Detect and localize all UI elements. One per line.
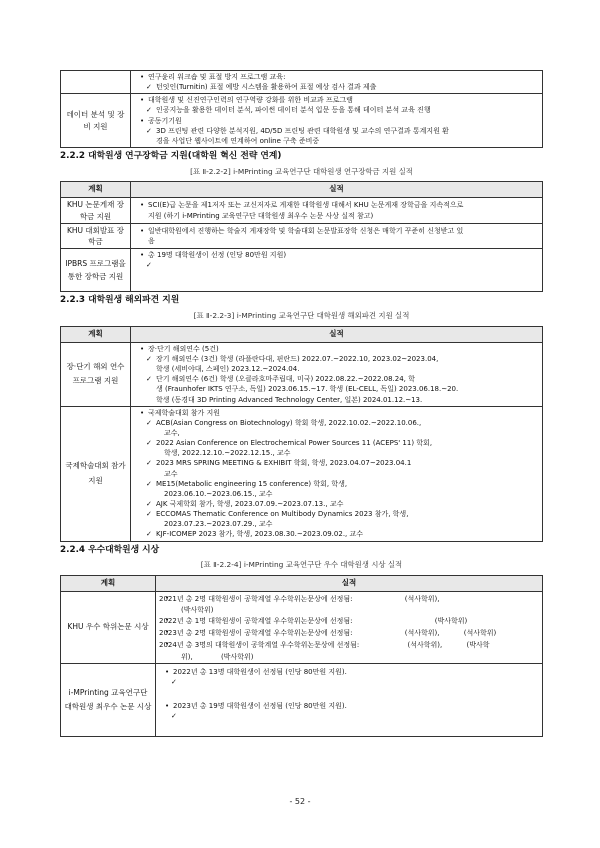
table-cell [131, 223, 543, 249]
award-degree: (석사학위) [463, 629, 497, 638]
list-item [159, 593, 539, 605]
list-item: • 총 19명 대학원생이 선정 (인당 80만원 지원) [134, 250, 539, 260]
table-caption: [표 Ⅱ-2.2-4] i-MPrinting 교육연구단 우수 대학원생 시상 실적 [200, 560, 403, 570]
table-cell [131, 342, 543, 406]
award-degree: (석사학위), [404, 629, 440, 638]
award-degree: (박사학 [466, 641, 490, 650]
list-item: • SCI(E)급 논문을 제1저자 또는 교신저자로 게재한 대학원생 대해서 KHU 논문게재 장학금을 지속적으로 [134, 200, 539, 210]
award-text: 2022년 총 1명 대학원생이 공학계열 우수학위논문상에 선정됨: [159, 617, 353, 626]
award-degree: (박사학위) [220, 652, 254, 661]
check-item: ✓ ME15(Metabolic engineering 15 conference) 학회, 학생, [134, 479, 539, 489]
check-item: ✓ ACB(Asian Congress on Biotechnology) 학회 학생, 2022.10.02.~2022.10.06., [134, 418, 539, 428]
list-item-cont: 지원 (하기 i-MPrinting 교육연구단 대학원생 최우수 논문 사상 실적 참고) [148, 211, 374, 220]
check-item-cont: 2023.06.10.~2023.06.15., 교수 [164, 489, 273, 498]
section-heading: 2.2.2 대학원생 연구장학금 지원(대학원 혁신 전략 연계) [60, 150, 282, 161]
check-item: ✓ ECCOMAS Thematic Conference on Multibody Dynamics 2023 참가, 학생, [134, 509, 539, 519]
header-result: 실적 [156, 576, 543, 592]
list-item: • 장·단기 해외연수 (5건) [134, 344, 539, 354]
check-item-cont: 학생 (세비야대, 스페인) 2023.12.~2024.04. [156, 365, 300, 374]
check-item: ✓ 장기 해외연수 (3건) 학생 (라플란다대, 핀란드) 2022.07.~2022.10, 2023.02~2023.04, [134, 354, 539, 364]
support-table-continued [60, 70, 543, 148]
table-row [61, 71, 543, 94]
list-item-cont [159, 652, 539, 662]
list-item: • 연구윤리 워크숍 및 표절 방지 프로그램 교육: [134, 72, 539, 82]
check-item-empty [159, 677, 539, 701]
page-number: - 52 - [289, 797, 311, 806]
award-degree: (박사학위) [434, 617, 468, 626]
table-row [61, 342, 543, 406]
table-cell-empty [61, 71, 131, 94]
check-item: ✓ AJK 국제학회 참가, 학생, 2023.07.09.~2023.07.13., 교수 [134, 499, 539, 509]
table-caption: [표 Ⅱ-2.2-2] i-MPrinting 교육연구단 대학원생 연구장학금 지원 실적 [190, 166, 413, 176]
section-heading: 2.2.3 대학원생 해외파견 지원 [60, 295, 180, 306]
list-item [159, 639, 539, 651]
table-cell [131, 406, 543, 541]
list-item-cont: 음 [148, 237, 155, 246]
table-cell [131, 71, 543, 94]
table-row [61, 198, 543, 224]
table-cell [156, 663, 543, 736]
header-result: 실적 [131, 182, 543, 198]
check-item-cont: 학생 (동경대 3D Printing Advanced Technology Center, 일본) 2024.01.12.~13. [156, 395, 423, 404]
list-item: • 일반대학원에서 진행하는 학술지 게재장학 및 학술대회 논문발표장학 신청은 매학기 꾸준히 신청받고 있 [134, 226, 539, 236]
award-table [60, 575, 543, 737]
row-label: 국제학술대회 참가 지원 [61, 406, 131, 541]
list-item: • 2023년 총 19명 대학원생이 선정됨 (인당 80만원 지원). [159, 701, 539, 711]
table-row [61, 406, 543, 541]
check-item: ✓ 2023 MRS SPRING MEETING & EXHIBIT 학회, 학생, 2023.04.07~2023.04.1 [134, 458, 539, 468]
table-header-row [61, 326, 543, 342]
scholarship-table [60, 181, 543, 292]
award-degree: 위), [181, 652, 193, 661]
check-item-cont: 생 (Fraunhofer IKTS 연구소, 독일) 2023.06.15.~17. 학생 (EL-CELL, 독일) 2023.06.18.~20. [156, 385, 459, 394]
table-cell [131, 94, 543, 148]
check-item: ✓ 인공지능을 활용한 데이터 분석, 파이썬 데이터 분석 입문 등을 통해 데이터 분석 교육 진행 [134, 105, 539, 115]
header-plan: 계획 [61, 326, 131, 342]
row-label: IPBRS 프로그램을 통한 장학금 지원 [61, 249, 131, 292]
table-header-row [61, 576, 543, 592]
header-result: 실적 [131, 326, 543, 342]
award-text: 2024년 총 3명의 대학원생이 공학계열 우수학위논문상에 선정됨: [159, 641, 360, 650]
check-item-empty [159, 711, 539, 735]
table-caption: [표 Ⅱ-2.2-3] i-MPrinting 교육연구단 대학원생 해외파견 지원 실적 [193, 311, 410, 321]
award-text: 2021년 총 2명 대학원생이 공학계열 우수학위논문상에 선정됨: [159, 594, 353, 603]
table-cell [156, 591, 543, 663]
document-page [60, 70, 543, 737]
check-item: ✓ 단기 해외연수 (6건) 학생 (오클라호마주립대, 미국) 2022.08.22.~2022.08.24, 학 [134, 374, 539, 384]
row-label: 데이터 분석 및 장비 지원 [61, 94, 131, 148]
table-header-row [61, 182, 543, 198]
check-item: ✓ 3D 프린팅 관련 다양한 분석지원, 4D/5D 프린팅 관련 대학원생 및 교수의 연구결과 통계지원 환 [134, 126, 539, 136]
header-plan: 계획 [61, 576, 156, 592]
row-label: 장·단기 해외 연수 프로그램 지원 [61, 342, 131, 406]
check-item-cont: 교수 [164, 469, 178, 478]
award-degree: (석사학위), [404, 594, 440, 603]
check-item: ✓ 턴잇인(Turnitin) 표절 예방 시스템을 활용하여 표절 예상 검사 결과 제출 [134, 82, 539, 92]
check-item-cont: 학생, 2022.12.10.~2022.12.15., 교수 [164, 449, 291, 458]
list-item [159, 627, 539, 639]
list-item-cont: (박사학위) [181, 606, 214, 615]
award-text: 2023년 총 2명 대학원생이 공학계열 우수학위논문상에 선정됨: [159, 629, 353, 638]
row-label: KHU 대회발표 장학금 [61, 223, 131, 249]
award-degree: (석사학위), [407, 641, 443, 650]
table-row [61, 223, 543, 249]
check-item: ✓ KJF-ICOMEP 2023 참가, 학생, 2023.08.30.~2023.09.02., 교수 [134, 529, 539, 539]
list-item: • 국제학술대회 참가 지원 [134, 408, 539, 418]
row-label: KHU 논문게재 장학금 지원 [61, 198, 131, 224]
row-label: KHU 우수 학위논문 시상 [61, 591, 156, 663]
list-item: • 공동기기원 [134, 116, 539, 126]
table-row [61, 591, 543, 663]
list-item [159, 615, 539, 627]
table-row [61, 663, 543, 736]
row-label: i-MPrinting 교육연구단 대학원생 최우수 논문 시상 [61, 663, 156, 736]
header-plan: 계획 [61, 182, 131, 198]
check-item-cont: 2023.07.23.~2023.07.29., 교수 [164, 520, 273, 529]
check-item-cont: 경을 사업단 웹사이트에 연계하여 online 구축 준비중 [156, 136, 320, 145]
table-cell [131, 198, 543, 224]
table-row [61, 94, 543, 148]
list-item: • 2022년 총 13명 대학원생이 선정됨 (인당 80만원 지원). [159, 667, 539, 677]
table-cell [131, 249, 543, 292]
check-item-cont: 교수, [164, 428, 180, 437]
check-item-empty [134, 260, 539, 290]
section-heading: 2.2.4 우수대학원생 시상 [60, 544, 160, 555]
check-item: ✓ 2022 Asian Conference on Electrochemical Power Sources 11 (ACEPS' 11) 학회, [134, 438, 539, 448]
overseas-table [60, 326, 543, 542]
table-row [61, 249, 543, 292]
list-item: • 대학원생 및 신진연구인력의 연구역량 강화를 위한 비교과 프로그램 [134, 95, 539, 105]
